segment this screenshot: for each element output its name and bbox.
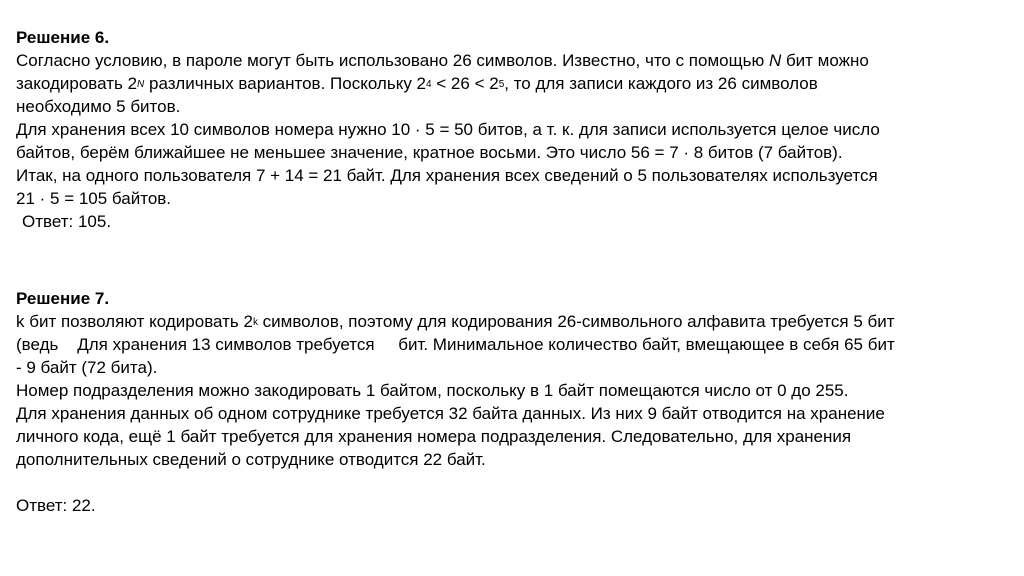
solution-7-line-1: k бит позволяют кодировать 2$^k$ символов, поэтому для кодирования 26-символьного алфавита требуется 5 бит [16,312,895,331]
solution-6-line-5: байтов, берём ближайшее не меньшее значение, кратное восьми. Это число 56 = 7 · 8 битов (7 байтов). [16,143,843,162]
solution-7 [16,287,1016,517]
solution-6-line-7: 21 · 5 = 105 байтов. [16,189,172,208]
solution-6-line-1: Согласно условию, в пароле могут быть использовано 26 символов. Известно, что с помощью N бит можно [16,51,869,70]
solution-6-answer: Ответ: 105. [22,212,112,231]
solution-6-title: Решение 6. [16,28,110,47]
solution-7-line-4: Номер подразделения можно закодировать 1 байтом, поскольку в 1 байт помещаются число от 0 до 255. [16,381,849,400]
spacer [16,471,1016,494]
solution-7-line-7: дополнительных сведений о сотруднике отводится 22 байт. [16,450,486,469]
solution-7-answer: Ответ: 22. [16,496,96,515]
solution-7-line-2: (ведь Для хранения 13 символов требуется бит. Минимальное количество байт, вмещающее в себя 65 бит [16,335,895,354]
solution-6-line-6: Итак, на одного пользователя 7 + 14 = 21 байт. Для хранения всех сведений о 5 пользователях используется [16,166,878,185]
solution-7-line-5: Для хранения данных об одном сотруднике требуется 32 байта данных. Из них 9 байт отводится на хранение [16,404,885,423]
solution-7-line-6: личного кода, ещё 1 байт требуется для хранения номера подразделения. Следовательно, для хранения [16,427,852,446]
solution-7-line-3: - 9 байт (72 бита). [16,358,158,377]
solution-6-line-4: Для хранения всех 10 символов номера нужно 10 · 5 = 50 битов, а т. к. для записи используется целое число [16,120,880,139]
solution-6-line-3: необходимо 5 битов. [16,97,181,116]
solution-7-title: Решение 7. [16,289,110,308]
solution-6 [16,26,1016,233]
solution-6-line-2: закодировать $2^N$ различных вариантов. Поскольку $2^4 < 26 < 2^5$, то для записи каждого из 26 символов [16,74,818,93]
